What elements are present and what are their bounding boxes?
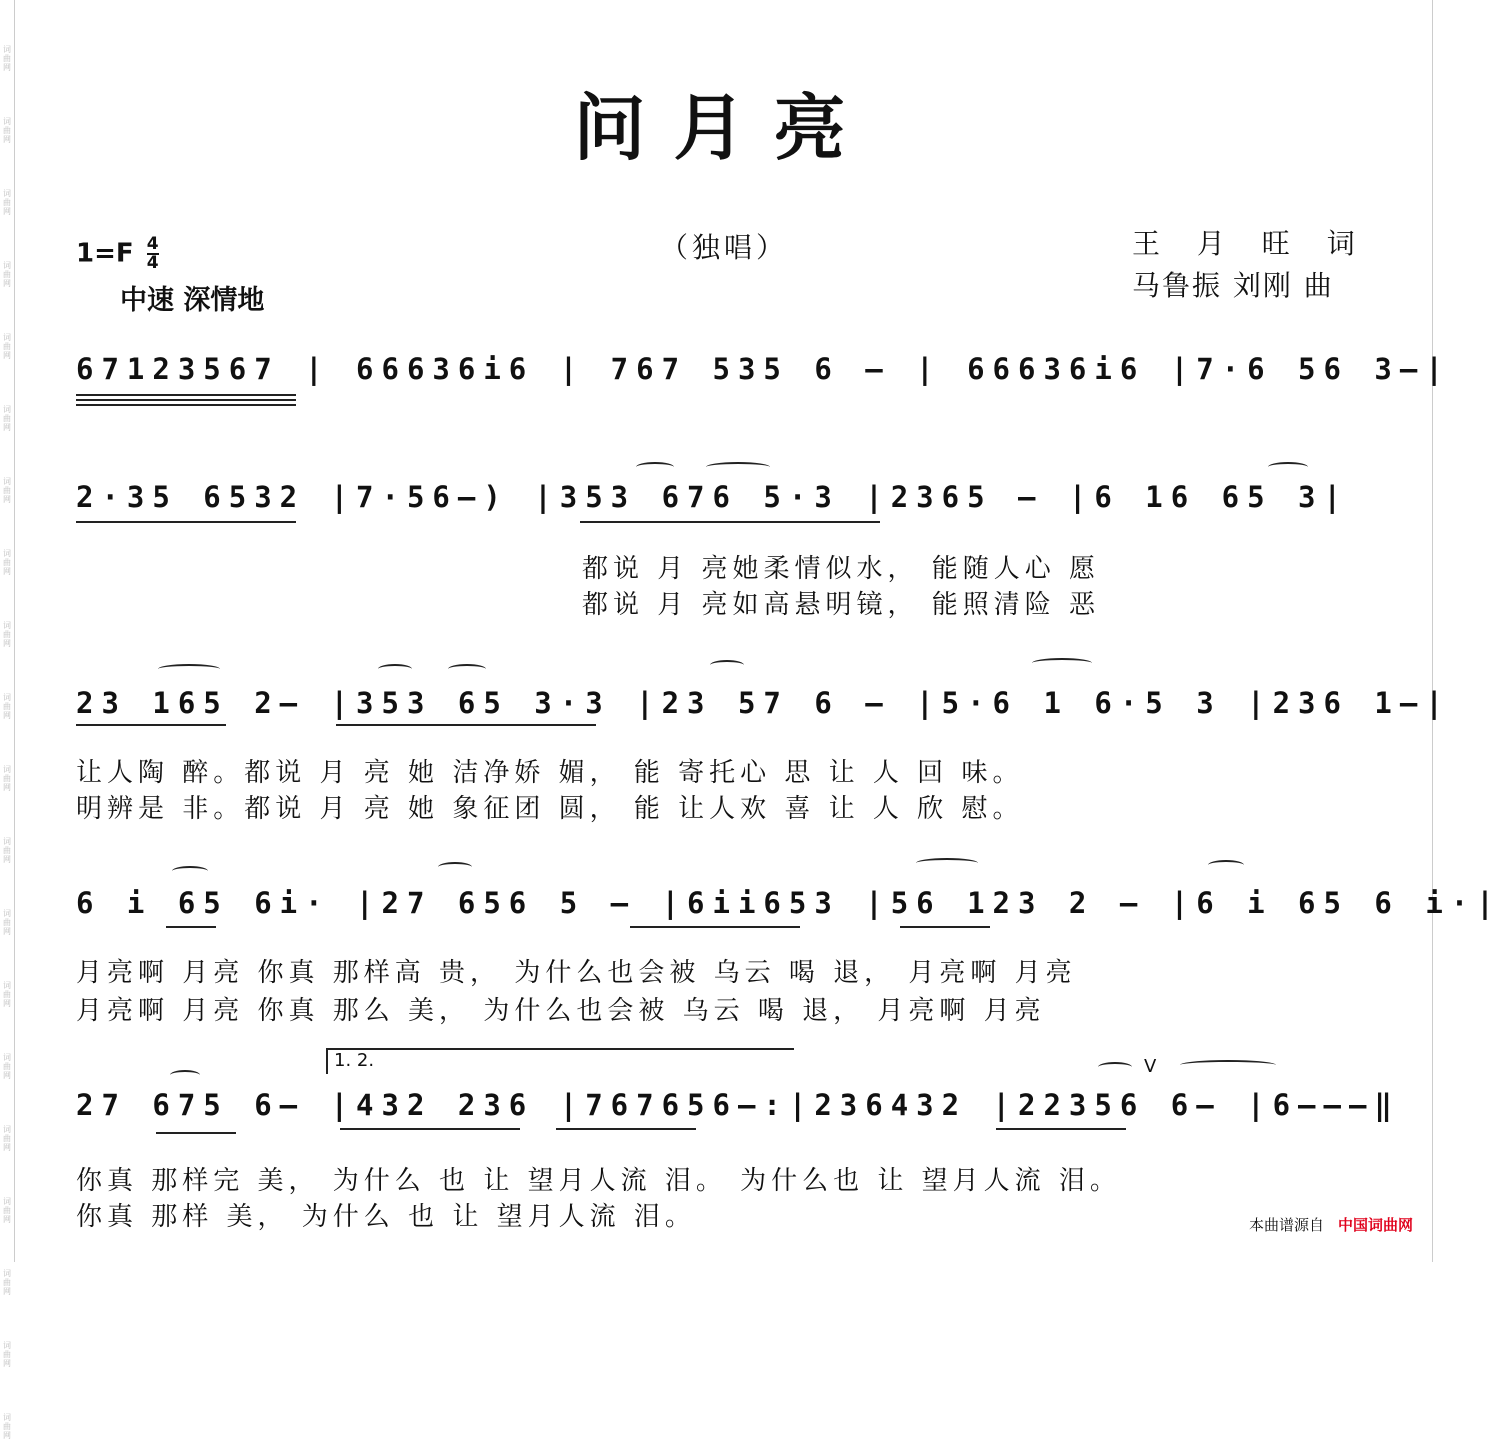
beam bbox=[996, 1128, 1126, 1130]
right-margin-watermark bbox=[1432, 0, 1447, 1262]
slur bbox=[1032, 658, 1092, 668]
beam bbox=[336, 724, 596, 726]
beam bbox=[580, 521, 880, 523]
slur bbox=[158, 664, 220, 674]
slur bbox=[1098, 1062, 1132, 1072]
tempo-marking: 中速 深情地 bbox=[120, 285, 265, 316]
composer-credit: 马鲁振 刘刚 曲 bbox=[1132, 269, 1334, 302]
performance-type: （独唱） bbox=[660, 231, 789, 264]
source-site-logo: 中国词曲网 bbox=[1337, 1216, 1413, 1234]
notation-line-3: 23 165 2— |353 65 3·3 |23 57 6 — |5·6 1 6·5 3 |236 1—| bbox=[76, 686, 1451, 720]
beam bbox=[76, 724, 226, 726]
notation-line-2: 2·35 6532 |7·56—) |353 676 5·3 |2365 — |6 16 65 3| bbox=[76, 480, 1349, 514]
beam bbox=[76, 521, 296, 523]
slur bbox=[706, 462, 770, 472]
slur bbox=[172, 866, 208, 876]
slur bbox=[448, 664, 486, 674]
slur bbox=[710, 660, 744, 670]
time-signature: $\frac{4}{4}$ bbox=[146, 234, 159, 273]
slur bbox=[1180, 1060, 1276, 1070]
breath-mark: V bbox=[1144, 1056, 1157, 1077]
notation-line-1: 67123567 | 66636i6 | 767 535 6 — | 66636i6 |7·6 56 3—| bbox=[76, 352, 1451, 386]
slur bbox=[1268, 462, 1308, 472]
beam bbox=[156, 1132, 236, 1134]
song-title: 问月亮 bbox=[573, 85, 874, 170]
slur bbox=[438, 862, 472, 872]
slur bbox=[1208, 860, 1244, 870]
notation-line-5: 27 675 6— |432 236 |767656—:|236432 |22356 6— |6———‖ bbox=[76, 1088, 1400, 1122]
lyric-verse2-line5: 你真 那样 美， 为什么 也 让 望月人流 泪。 bbox=[76, 1202, 696, 1232]
lyric-verse1-line3: 让人陶 醉。都说 月 亮 她 洁净娇 媚， 能 寄托心 思 让 人 回 味。 bbox=[76, 758, 1024, 788]
beam bbox=[340, 1128, 520, 1130]
lyric-verse2-line4: 月亮啊 月亮 你真 那么 美， 为什么也会被 乌云 喝 退， 月亮啊 月亮 bbox=[76, 996, 1046, 1026]
lyric-verse2-line2: 都说 月 亮如高悬明镜， 能照清险 恶 bbox=[582, 590, 1101, 620]
slur bbox=[636, 462, 674, 472]
slur bbox=[916, 858, 978, 868]
volta-bracket: 1. 2. bbox=[326, 1048, 794, 1074]
slur bbox=[378, 664, 412, 674]
beam bbox=[166, 926, 216, 928]
left-margin-watermark: 词 曲 网 词 曲 网 词 曲 网 词 曲 网 词 曲 网 词 曲 网 词 曲 网 词 曲 网 词 曲 网 词 曲 网 词 曲 网 词 曲 网 词 曲 网 词 曲 网 词 曲 网 词 曲 网 词 曲 网 词 曲 网 词 曲 网 词 曲 网 bbox=[0, 0, 15, 1262]
source-note: 本曲谱源自 中国词曲网 bbox=[1248, 1216, 1413, 1234]
beam bbox=[76, 394, 296, 396]
notation-line-4: 6 i 65 6i· |27 656 5 — |6ii653 |56 123 2 — |6 i 65 6 i·| bbox=[76, 886, 1502, 920]
beam bbox=[630, 926, 800, 928]
beam bbox=[76, 404, 296, 406]
lyric-verse1-line4: 月亮啊 月亮 你真 那样高 贵， 为什么也会被 乌云 喝 退， 月亮啊 月亮 bbox=[76, 958, 1077, 988]
lyric-verse2-line3: 明辨是 非。都说 月 亮 她 象征团 圆， 能 让人欢 喜 让 人 欣 慰。 bbox=[76, 794, 1024, 824]
beam bbox=[900, 926, 990, 928]
slur bbox=[170, 1070, 200, 1080]
key-signature: 1=F $\frac{4}{4}$ bbox=[76, 234, 159, 273]
lyric-verse1-line5: 你真 那样完 美， 为什么 也 让 望月人流 泪。 为什么也 让 望月人流 泪。 bbox=[76, 1166, 1121, 1196]
beam bbox=[76, 399, 296, 401]
lyric-verse1-line2: 都说 月 亮她柔情似水， 能随人心 愿 bbox=[582, 554, 1101, 584]
lyricist-credit: 王 月 旺 词 bbox=[1132, 227, 1357, 260]
beam bbox=[556, 1128, 696, 1130]
